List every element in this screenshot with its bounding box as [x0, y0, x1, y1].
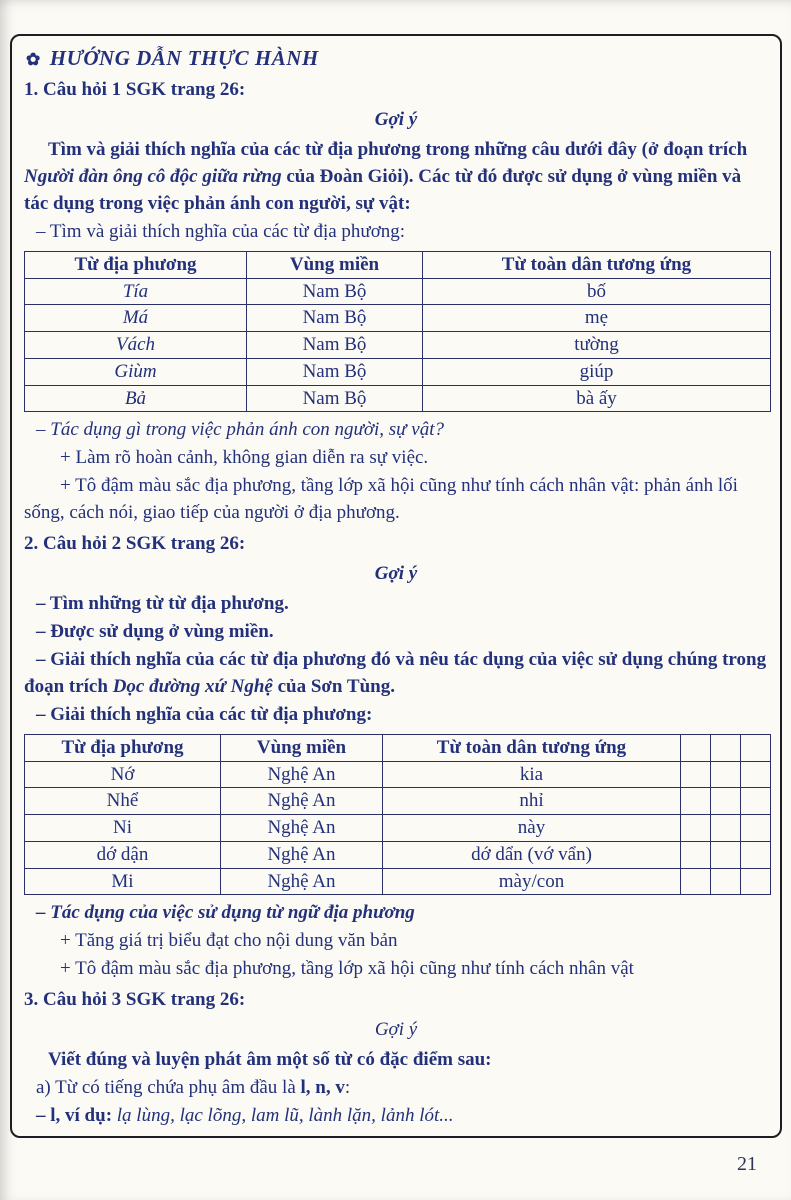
- q1-intro-pre: Tìm và giải thích nghĩa của các từ địa phương trong những câu dưới đây (ở đoạn trích: [48, 138, 748, 160]
- empty-cell: [681, 868, 711, 895]
- empty-header-cell: [711, 734, 741, 761]
- q2-effect-point: + Tăng giá trị biểu đạt cho nội dung văn bản: [60, 930, 398, 952]
- table-row: [25, 841, 771, 868]
- q3-item-a: [24, 1075, 768, 1102]
- empty-cell: [711, 868, 741, 895]
- cell-region: Nghệ An: [221, 788, 383, 815]
- cell-standard-word: giúp: [423, 358, 771, 385]
- cell-region: Nam Bộ: [247, 385, 423, 412]
- dialect-table-q2: [24, 734, 771, 896]
- q2-work-title: Dọc đường xứ Nghệ: [112, 676, 273, 698]
- col-header-local-word: Từ địa phương: [25, 251, 247, 278]
- table-row: [25, 278, 771, 305]
- table-row: [25, 788, 771, 815]
- col-header-standard-word: Từ toàn dân tương ứng: [383, 734, 681, 761]
- cell-standard-word: này: [383, 815, 681, 842]
- cell-region: Nghệ An: [221, 761, 383, 788]
- table-row: [25, 868, 771, 895]
- q3-intro: Viết đúng và luyện phát âm một số từ có đặc điểm sau:: [48, 1049, 492, 1071]
- cell-region: Nam Bộ: [247, 278, 423, 305]
- q3-example-line: [24, 1103, 768, 1130]
- cell-local-word: Má: [25, 305, 247, 332]
- q2-effect-point: + Tô đậm màu sắc địa phương, tầng lớp xã hội cũng như tính cách nhân vật: [60, 958, 634, 980]
- empty-cell: [711, 788, 741, 815]
- page-title: HƯỚNG DẪN THỰC HÀNH: [49, 46, 319, 70]
- q3-item-a-consonants: l, n, v: [300, 1077, 345, 1099]
- q1-intro-paragraph: [24, 137, 768, 218]
- cell-standard-word: kia: [383, 761, 681, 788]
- empty-cell: [741, 788, 771, 815]
- col-header-region: Vùng miền: [247, 251, 423, 278]
- empty-cell: [681, 788, 711, 815]
- empty-cell: [711, 815, 741, 842]
- section-heading: [26, 46, 768, 71]
- cell-region: Nam Bộ: [247, 305, 423, 332]
- cell-local-word: Tía: [25, 278, 247, 305]
- hint-label-1: Gợi ý: [374, 108, 418, 130]
- q1-work-title: Người đàn ông cô độc giữa rừng: [24, 165, 282, 187]
- empty-cell: [681, 761, 711, 788]
- cell-standard-word: dớ dẩn (vớ vẩn): [383, 841, 681, 868]
- cell-local-word: Nớ: [25, 761, 221, 788]
- empty-cell: [711, 761, 741, 788]
- q3-example-label: – l, ví dụ:: [36, 1105, 117, 1127]
- empty-cell: [741, 868, 771, 895]
- cell-region: Nghệ An: [221, 868, 383, 895]
- q2-find-label: – Giải thích nghĩa của các từ địa phương:: [36, 704, 373, 725]
- empty-header-cell: [681, 734, 711, 761]
- hint-label-3: Gợi ý: [374, 1019, 418, 1041]
- empty-cell: [741, 841, 771, 868]
- empty-cell: [711, 841, 741, 868]
- q1-intro-post: của Đoàn Giỏi). Các từ đó được sử dụng ở vùng miền và tác dụng trong việc phản ánh con người, sự vật:: [24, 165, 742, 214]
- empty-cell: [741, 815, 771, 842]
- cell-region: Nghệ An: [221, 815, 383, 842]
- cell-local-word: Mi: [25, 868, 221, 895]
- col-header-standard-word: Từ toàn dân tương ứng: [423, 251, 771, 278]
- table-row: [25, 385, 771, 412]
- q2-effect-heading: – Tác dụng của việc sử dụng từ ngữ địa phương: [36, 902, 415, 924]
- table-header-row: [25, 251, 771, 278]
- q3-item-a-pre: a) Từ có tiếng chứa phụ âm đầu là: [36, 1077, 301, 1099]
- cell-local-word: Bả: [25, 385, 247, 412]
- cell-standard-word: mẹ: [423, 305, 771, 332]
- cell-local-word: Vách: [25, 332, 247, 359]
- cell-region: Nam Bộ: [247, 332, 423, 359]
- cell-standard-word: tường: [423, 332, 771, 359]
- cell-standard-word: bố: [423, 278, 771, 305]
- empty-cell: [741, 761, 771, 788]
- cell-region: Nghệ An: [221, 841, 383, 868]
- cell-standard-word: nhỉ: [383, 788, 681, 815]
- q2-bullet3-post: của Sơn Tùng.: [272, 676, 395, 698]
- q3-example-words: lạ lùng, lạc lõng, lam lũ, lành lặn, lảnh lót...: [116, 1105, 454, 1127]
- cell-local-word: dớ dận: [25, 841, 221, 868]
- empty-cell: [681, 841, 711, 868]
- col-header-local-word: Từ địa phương: [25, 734, 221, 761]
- q2-bullet: – Tìm những từ từ địa phương.: [36, 593, 289, 615]
- cell-standard-word: bà ấy: [423, 385, 771, 412]
- cell-local-word: Giùm: [25, 358, 247, 385]
- q2-bullet: – Được sử dụng ở vùng miền.: [36, 621, 274, 643]
- q1-effect-question: – Tác dụng gì trong việc phản ánh con người, sự vật?: [36, 419, 445, 441]
- q1-effect-point: + Tô đậm màu sắc địa phương, tầng lớp xã hội cũng như tính cách nhân vật: phản ánh lối sống, cách nói, giao tiếp của người ở địa phương.: [24, 475, 738, 524]
- hint-label-2: Gợi ý: [374, 563, 418, 585]
- cell-local-word: Ni: [25, 815, 221, 842]
- question-3-heading: 3. Câu hỏi 3 SGK trang 26:: [24, 989, 246, 1011]
- content-frame: [10, 34, 782, 1138]
- table-row: [25, 332, 771, 359]
- empty-cell: [681, 815, 711, 842]
- table-row: [25, 358, 771, 385]
- q1-effect-point: + Làm rõ hoàn cảnh, không gian diễn ra sự việc.: [60, 447, 429, 469]
- table-header-row: [25, 734, 771, 761]
- q2-bullet-work: [24, 647, 768, 701]
- question-2-heading: 2. Câu hỏi 2 SGK trang 26:: [24, 533, 246, 555]
- question-1-heading: 1. Câu hỏi 1 SGK trang 26:: [24, 79, 246, 100]
- flower-icon: ✿: [26, 50, 41, 69]
- cell-region: Nam Bộ: [247, 358, 423, 385]
- dialect-table-q1: [24, 251, 771, 413]
- cell-local-word: Nhể: [25, 788, 221, 815]
- col-header-region: Vùng miền: [221, 734, 383, 761]
- q3-item-a-post: :: [344, 1077, 351, 1099]
- table-row: [25, 815, 771, 842]
- page-number: 21: [737, 1153, 757, 1175]
- q2-bullet3-pre: – Giải thích nghĩa của các từ địa phương đó và nêu tác dụng của việc sử dụng chúng trong đoạn trích: [24, 649, 767, 698]
- empty-header-cell: [741, 734, 771, 761]
- cell-standard-word: mày/con: [383, 868, 681, 895]
- table-row: [25, 761, 771, 788]
- q1-find-label: – Tìm và giải thích nghĩa của các từ địa phương:: [36, 220, 406, 242]
- table-row: [25, 305, 771, 332]
